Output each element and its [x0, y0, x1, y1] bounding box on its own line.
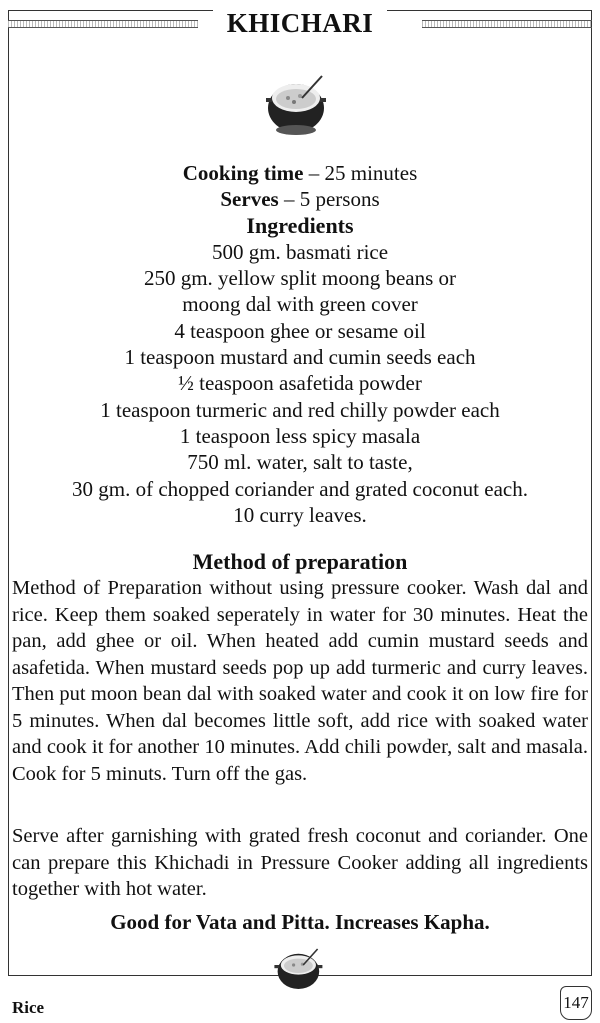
ingredient-item: 4 teaspoon ghee or sesame oil — [174, 318, 426, 343]
cooking-pot-icon — [258, 68, 338, 140]
ingredients-block — [0, 160, 600, 528]
ingredient-item: 750 ml. water, salt to taste, — [187, 450, 413, 475]
method-paragraph: Method of Preparation without using pressure cooker. Wash dal and rice. Keep them soaked seperately in water for 30 minutes. Heat the pan, add ghee or oil. When heated add cumin mustard seeds and asafetida. When mustard seeds pop up add turmeric and curry leaves. Then put moon bean dal with soaked water and cook it on low fire for 5 minutes. When dal becomes little soft, add rice with soaked water and cook it for another 10 minutes. Add chili powder, salt and masala. Cook for 5 minuts. Turn off the gas. — [12, 577, 588, 785]
page-number: 147 — [560, 986, 592, 1020]
ingredients-heading: Ingredients — [246, 212, 354, 238]
ingredient-item: 10 curry leaves. — [233, 502, 367, 527]
serving-paragraph: Serve after garnishing with grated fresh coconut and coriander. One can prepare this Khichadi in Pressure Cooker adding all ingredients together with hot water. — [12, 825, 588, 900]
ingredient-item: 1 teaspoon less spicy masala — [179, 423, 421, 448]
title-band — [8, 4, 592, 42]
ingredient-item: 1 teaspoon mustard and cumin seeds each — [124, 345, 476, 370]
ingredient-item: 30 gm. of chopped coriander and grated coconut each. — [72, 476, 528, 501]
ingredient-item: ½ teaspoon asafetida powder — [178, 371, 422, 396]
ingredient-item: moong dal with green cover — [182, 292, 418, 317]
method-heading: Method of preparation — [192, 549, 408, 574]
ingredient-item: 500 gm. basmati rice — [211, 239, 389, 264]
ingredient-item: 250 gm. yellow split moong beans or — [143, 266, 457, 291]
page-title: KHICHARI — [8, 8, 592, 39]
cooking-pot-icon — [268, 944, 332, 994]
serves-line: Serves – 5 persons — [220, 187, 380, 212]
cooking-time-line: Cooking time – 25 minutes — [182, 161, 418, 185]
ingredient-item: 1 teaspoon turmeric and red chilly powder each — [100, 397, 500, 422]
section-label: Rice — [12, 998, 45, 1017]
dosha-note: Good for Vata and Pitta. Increases Kapha. — [110, 910, 490, 934]
